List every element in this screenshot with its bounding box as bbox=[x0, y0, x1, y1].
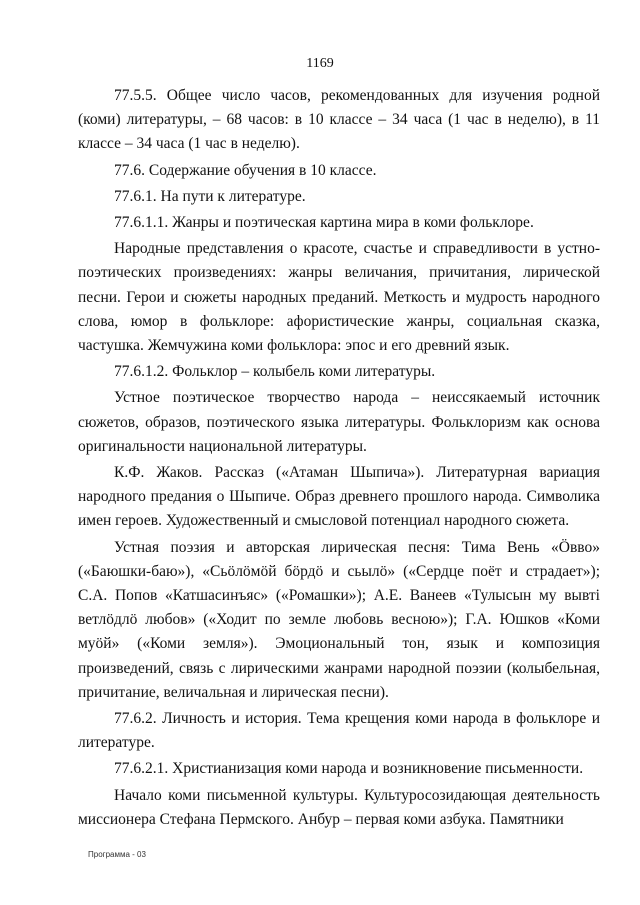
heading-77-6: 77.6. Содержание обучения в 10 классе. bbox=[114, 161, 377, 179]
heading-77-6-1-1: 77.6.1.1. Жанры и поэтическая картина мира в коми фольклоре. bbox=[114, 214, 534, 232]
paragraph-lyric-song: Устная поэзия и авторская лирическая песня: Тима Вень «Ӧвво» («Баюшки-баю»), «Сьӧлӧмӧй бӧрдӧ и сьылӧ» («Сердце поёт и страдает»); С.А. Попов «Катшасинъяс» («Ромашки»); А.Е. Ванеев «Тулысын му вывті ветлӧдлӧ любов» («Ходит по земле любовь весною»); Г.А. Юшков «Коми муӧй» («Коми земля»). Эмоциональный тон, язык и композиция произведений, связь с лирическими жанрами народной поэзии (колыбельная, причитание, величальная и лирическая песни). bbox=[78, 538, 600, 701]
heading-77-6-1-2: 77.6.1.2. Фольклор – колыбель коми литературы. bbox=[114, 363, 436, 381]
body-text bbox=[78, 84, 600, 832]
paragraph-zhakov: К.Ф. Жаков. Рассказ («Атаман Шыпича»). Литературная вариация народного предания о Шыпиче. Образ древнего прошлого народа. Символика имен героев. Художественный и смысловой потенциал народного сюжета. bbox=[78, 464, 600, 530]
paragraph-77-6-2: 77.6.2. Личность и история. Тема крещения коми народа в фольклоре и литературе. bbox=[78, 710, 600, 752]
paragraph-77-5-5: 77.5.5. Общее число часов, рекомендованных для изучения родной (коми) литературы, – 68 часов: в 10 классе – 34 часа (1 час в неделю), в 11 классе – 34 часа (1 час в неделю). bbox=[78, 87, 600, 153]
paragraph-folk-ideas: Народные представления о красоте, счастье и справедливости в устно-поэтических произведениях: жанры величания, причитания, лирической песни. Герои и сюжеты народных преданий. Меткость и мудрость народного слова, юмор в фольклоре: афористические жанры, социальная сказка, частушка. Жемчужина коми фольклора: эпос и его древний язык. bbox=[78, 240, 600, 355]
heading-77-6-2-1: 77.6.2.1. Христианизация коми народа и возникновение письменности. bbox=[114, 760, 584, 778]
heading-77-6-1: 77.6.1. На пути к литературе. bbox=[114, 187, 306, 205]
page-footer: Программа - 03 bbox=[88, 850, 146, 859]
paragraph-writing-culture: Начало коми письменной культуры. Культуросозидающая деятельность миссионера Стефана Пермского. Анбур – первая коми азбука. Памятники bbox=[78, 786, 600, 828]
page-number: 1169 bbox=[306, 56, 334, 71]
paragraph-oral-poetry: Устное поэтическое творчество народа – неиссякаемый источник сюжетов, образов, поэтического языка литературы. Фольклоризм как основа оригинальности национальной литературы. bbox=[78, 389, 600, 455]
